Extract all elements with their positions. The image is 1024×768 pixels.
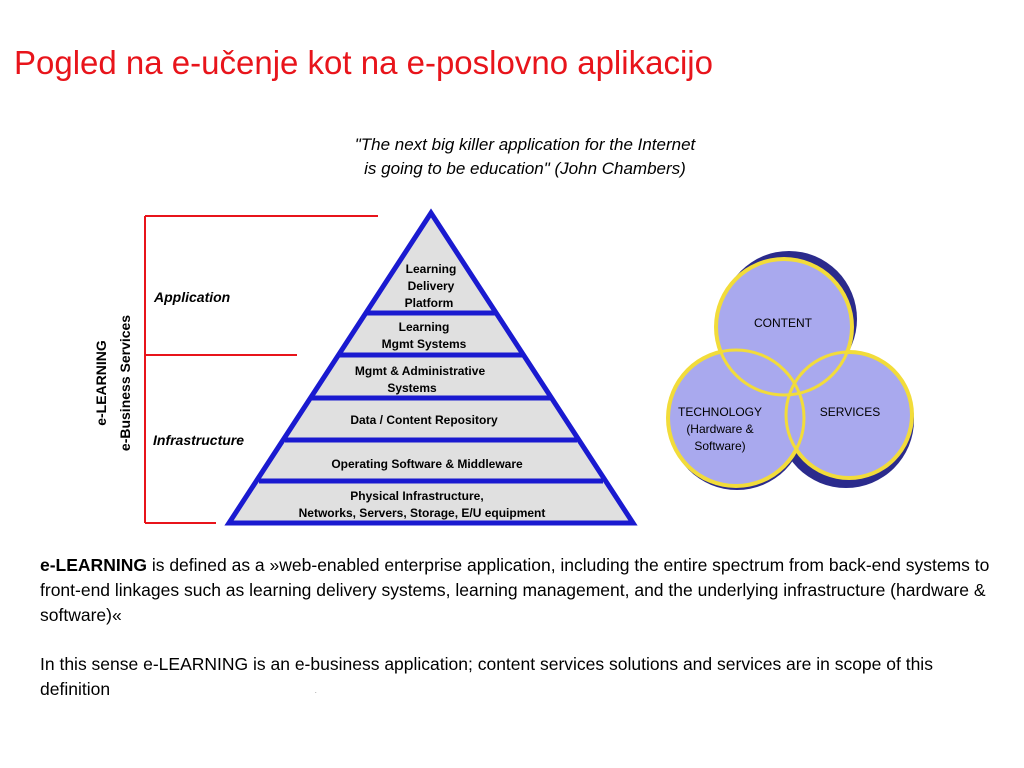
venn-services-label: SERVICES: [819, 405, 881, 419]
layer-5-line-1: Operating Software & Middleware: [331, 457, 523, 471]
venn-diagram: [666, 251, 914, 490]
layer-1-line-2: Delivery: [407, 279, 455, 293]
side-label-line-1: e-LEARNING: [93, 340, 109, 426]
layer-2-line-2: Mgmt Systems: [381, 337, 467, 351]
layer-6-line-2: Networks, Servers, Storage, E/U equipment: [298, 506, 546, 520]
page-title: Pogled na e-učenje kot na e-poslovno aplikacijo: [14, 44, 713, 81]
venn-technology-label: TECHNOLOGY: [677, 405, 763, 419]
quote-line-1: "The next big killer application for the Internet: [354, 135, 696, 154]
layer-6-line-1: Physical Infrastructure,: [350, 489, 484, 503]
pyramid: [229, 213, 633, 523]
layer-4-line-1: Data / Content Repository: [350, 413, 498, 427]
footnote-mark: .: [315, 689, 317, 695]
layer-3-line-1: Mgmt & Administrative: [354, 364, 486, 378]
pyramid-layer-data-content-repository: [350, 413, 498, 427]
definition-term: e-LEARNING: [40, 555, 147, 575]
scope-paragraph: In this sense e-LEARNING is an e-business application; content services solutions and services are in scope of this definition: [40, 654, 933, 699]
layer-2-line-1: Learning: [398, 320, 450, 334]
definition-text: [40, 553, 1006, 702]
layer-3-line-2: Systems: [387, 381, 437, 395]
venn-technology-sub-1: (Hardware &: [686, 422, 754, 436]
side-label-line-2: e-Business Services: [117, 314, 133, 452]
layer-1-line-1: Learning: [405, 262, 457, 276]
definition-body: is defined as a »web-enabled enterprise application, including the entire spectrum from back-end systems to front-end linkages such as learning delivery systems, learning management, and the underlying infrastructure (hardware & software)«: [40, 555, 990, 625]
pyramid-layer-learning-delivery-platform: [405, 262, 457, 310]
layer-1-line-3: Platform: [404, 296, 454, 310]
venn-content-label: CONTENT: [754, 316, 812, 330]
side-label: [93, 315, 133, 451]
pyramid-layer-operating-software-middleware: [331, 457, 523, 471]
venn-technology-sub-2: Software): [694, 439, 746, 453]
definition-paragraph: [40, 553, 1006, 628]
quote-line-2: is going to be education" (John Chambers): [364, 159, 686, 178]
application-label: Application: [154, 289, 231, 305]
infrastructure-label: Infrastructure: [153, 432, 245, 448]
